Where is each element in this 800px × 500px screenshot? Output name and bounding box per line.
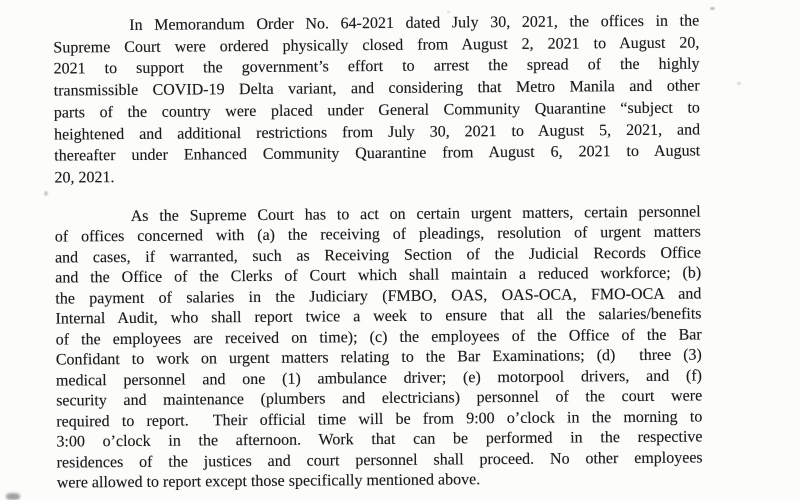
text-line: residences of the justices and court personnel shall proceed. No other employees (56, 449, 703, 472)
text-line: thereafter under Enhanced Community Quarantine from August 6, 2021 to August (54, 142, 701, 165)
document-text (53, 10, 703, 494)
text-line: Confidant to work on urgent matters relating to the Bar Examinations; (d) three (3) (55, 346, 702, 369)
text-line: were allowed to report except those specifically mentioned above. (56, 471, 481, 492)
scan-speck (710, 7, 715, 10)
text-line: and the Office of the Clerks of Court which shall maintain a reduced workforce; (b) (55, 264, 702, 287)
text-line: transmissible COVID-19 Delta variant, and considering that Metro Manila and other (53, 77, 700, 100)
scan-speck (447, 11, 450, 13)
text-line: required to report. Their official time will be from 9:00 o’clock in the morning to (56, 408, 703, 431)
scan-speck (737, 82, 741, 85)
paragraph (53, 10, 700, 189)
text-line: security and maintenance (plumbers and electricians) personnel of the court were (56, 387, 703, 410)
text-line: medical personnel and one (1) ambulance driver; (e) motorpool drivers, and (f) (55, 367, 703, 390)
text-line: of the employees are received on time); (c) the employees of the Office of the Bar (55, 326, 702, 349)
text-line: the payment of salaries in the Judiciary (FMBO, OAS, OAS-OCA, FMO-OCA and (55, 285, 702, 308)
text-line: parts of the country were placed under General Community Quarantine “subject to (53, 99, 700, 122)
text-line: 2021 to support the government’s effort to arrest the spread of the highly (53, 55, 700, 78)
text-line: heightened and additional restrictions from July 30, 2021 to August 5, 2021, and (53, 120, 701, 144)
scan-speck (6, 493, 20, 500)
text-line: 3:00 o’clock in the afternoon. Work that can be performed in the respective (56, 428, 703, 451)
text-line: and cases, if warranted, such as Receiving Section of the Judicial Records Office (54, 244, 702, 267)
text-line: Internal Audit, who shall report twice a week to ensure that all the salaries/benefits (55, 305, 702, 328)
text-line: 20, 2021. (54, 168, 115, 187)
scan-speck (44, 191, 48, 196)
text-line: As the Supreme Court has to act on certain urgent matters, certain personnel (130, 203, 701, 225)
text-line: of offices concerned with (a) the receiving of pleadings, resolution of urgent matters (54, 223, 701, 246)
paragraph (55, 202, 703, 494)
text-line: Supreme Court were ordered physically closed from August 2, 2021 to August 20, (53, 34, 700, 57)
text-line: In Memorandum Order No. 64-2021 dated July 30, 2021, the offices in the (129, 12, 700, 34)
